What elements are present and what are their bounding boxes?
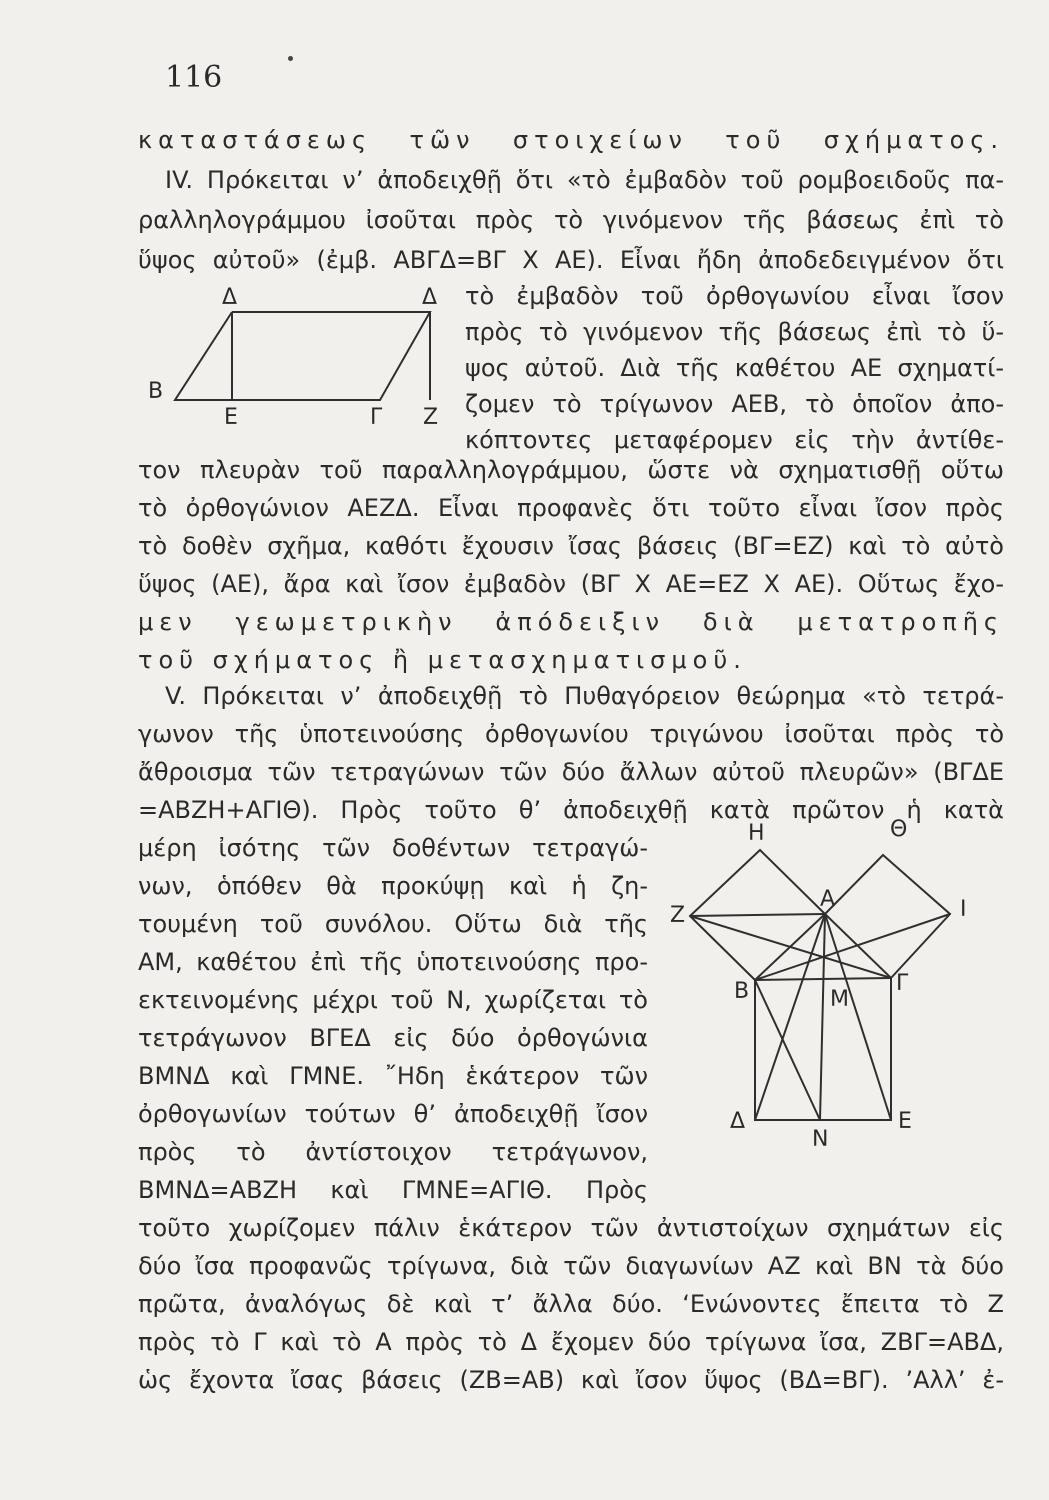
text-line: ἄθροισμα τῶν τετραγώνων τῶν δύο ἄλλων αὐτοῦ πλευρῶν» (ΒΓΔΕ	[138, 758, 1004, 786]
text-line: τουμένη τοῦ συνόλου. Οὕτω διὰ τῆς	[138, 910, 648, 938]
text-line: IV. Πρόκειται ν’ ἀποδειχθῇ ὅτι «τὸ ἐμβαδὸν τοῦ ρομβοειδοῦς πα-	[165, 166, 1004, 194]
text-line: τον πλευρὰν τοῦ παραλληλογράμμου, ὥστε νὰ σχηματισθῇ οὕτω	[138, 456, 1004, 484]
page-number: 116	[165, 60, 223, 95]
label-theta: Θ	[890, 817, 908, 842]
text-line: γωνον τῆς ὑποτεινούσης ὀρθογωνίου τριγώνου ἰσοῦται πρὸς τὸ	[138, 720, 1004, 748]
text-line: εκτεινομένης μέχρι τοῦ Ν, χωρίζεται τὸ	[138, 986, 648, 1014]
diag-ad	[755, 914, 825, 1120]
label-alpha: Α	[820, 887, 836, 912]
text-line: ζομεν τὸ τρίγωνον ΑΕΒ, τὸ ὁποῖον ἀπο-	[465, 390, 1004, 418]
parallelogram-outline	[175, 312, 430, 400]
text-line: =ΑΒΖΗ+ΑΓΙΘ). Πρὸς τοῦτο θ’ ἀποδειχθῇ κατὰ πρῶτον ἡ κατὰ	[138, 796, 1004, 824]
text-line: πρὸς τὸ γινόμενον τῆς βάσεως ἐπὶ τὸ ὕ-	[465, 318, 1004, 346]
text-line: ὕψος αὐτοῦ» (ἐμβ. ΑΒΓΔ=ΒΓ Χ ΑΕ). Εἶναι ἤδη ἀποδεδειγμένον ὅτι	[138, 246, 1004, 274]
parallelogram-figure	[140, 270, 460, 440]
diag-za	[690, 914, 825, 916]
altitude-an	[820, 914, 825, 1120]
text-line: ὕψος (ΑΕ), ἄρα καὶ ἴσον ἐμβαδὸν (ΒΓ Χ ΑΕ=ΕΖ Χ ΑΕ). Οὕτως ἔχο-	[138, 570, 1004, 598]
text-line: μεν γεωμετρικὴν ἀπόδειξιν διὰ μετατροπῆς	[138, 608, 1004, 636]
label-zeta: Ζ	[670, 903, 686, 928]
text-line: κόπτοντες μεταφέρομεν εἰς τὴν ἀντίθε-	[465, 426, 1004, 454]
text-line: πρὸς τὸ Γ καὶ τὸ Α πρὸς τὸ Δ ἔχομεν δύο τρίγωνα ἴσα, ΖΒΓ=ΑΒΔ,	[138, 1328, 1004, 1356]
text-line: V. Πρόκειται ν’ ἀποδειχθῇ τὸ Πυθαγόρειον θεώρημα «τὸ τετρά-	[165, 682, 1004, 710]
text-line: νων, ὁπόθεν θὰ προκύψῃ καὶ ἡ ζη-	[138, 872, 648, 900]
text-line: τὸ ὀρθογώνιον ΑΕΖΔ. Εἶναι προφανὲς ὅτι τοῦτο εἶναι ἴσον πρὸς	[138, 494, 1004, 522]
text-line: ΒΜΝΔ καὶ ΓΜΝΕ. ῎Ηδη ἑκάτερον τῶν	[138, 1062, 648, 1090]
text-line: πρὸς τὸ ἀντίστοιχον τετράγωνον,	[138, 1138, 648, 1166]
text-line: πρῶτα, ἀναλόγως δὲ καὶ τ’ ἄλλα δύο. ‘Ενώνοντες ἔπειτα τὸ Ζ	[138, 1290, 1004, 1318]
text-line: τὸ δοθὲν σχῆμα, καθότι ἔχουσιν ἴσας βάσεις (ΒΓ=ΕΖ) καὶ τὸ αὐτὸ	[138, 532, 1004, 560]
label-iota: Ι	[960, 897, 967, 922]
ink-dot	[288, 56, 293, 61]
label-beta: Β	[734, 979, 750, 1004]
diag-bn	[755, 980, 820, 1120]
label-zeta: Ζ	[423, 405, 439, 430]
label-gamma: Γ	[370, 405, 383, 430]
label-epsilon: Ε	[224, 405, 238, 430]
text-line: ὀρθογωνίων τούτων θ’ ἀποδειχθῇ ἴσον	[138, 1100, 648, 1128]
label-beta: Β	[148, 379, 164, 404]
text-line: μέρη ἰσότης τῶν δοθέντων τετραγώ-	[138, 834, 648, 862]
text-line: ὡς ἔχοντα ἴσας βάσεις (ΖΒ=ΑΒ) καὶ ἴσον ὕψος (ΒΔ=ΒΓ). ’Αλλ’ ἐ-	[138, 1366, 1004, 1394]
label-delta: Δ	[730, 1109, 746, 1134]
text-line: καταστάσεως τῶν στοιχείων τοῦ σχήματος.	[138, 126, 1004, 154]
text-line: τὸ ἐμβαδὸν τοῦ ὀρθογωνίου εἶναι ἴσον	[465, 282, 1004, 310]
label-delta-d: Δ	[422, 285, 438, 310]
label-delta-a: Δ	[222, 285, 238, 310]
text-line: ΒΜΝΔ=ΑΒΖΗ καὶ ΓΜΝΕ=ΑΓΙΘ. Πρὸς	[138, 1176, 648, 1204]
label-gamma: Γ	[896, 971, 909, 996]
text-line: τοῦ σχήματος ἢ μετασχηματισμοῦ.	[138, 646, 747, 674]
text-line: ΑΜ, καθέτου ἐπὶ τῆς ὑποτεινούσης προ-	[138, 948, 648, 976]
text-line: τοῦτο χωρίζομεν πάλιν ἑκάτερον τῶν ἀντιστοίχων σχημάτων εἰς	[138, 1214, 1004, 1242]
label-mu: Μ	[830, 987, 849, 1012]
square-agith	[825, 855, 950, 978]
text-line: ψος αὐτοῦ. Διὰ τῆς καθέτου ΑΕ σχηματί-	[465, 354, 1004, 382]
pythagoras-figure	[660, 810, 1000, 1160]
label-epsilon: Ε	[898, 1109, 912, 1134]
text-line: τετράγωνον ΒΓΕΔ εἰς δύο ὀρθογώνια	[138, 1024, 648, 1052]
label-eta: Η	[748, 821, 765, 846]
text-line: ραλληλογράμμου ἰσοῦται πρὸς τὸ γινόμενον τῆς βάσεως ἐπὶ τὸ	[138, 206, 1004, 234]
label-nu: Ν	[812, 1127, 829, 1152]
text-line: δύο ἴσα προφανῶς τρίγωνα, διὰ τῶν διαγωνίων ΑΖ καὶ ΒΝ τὰ δύο	[138, 1252, 1004, 1280]
